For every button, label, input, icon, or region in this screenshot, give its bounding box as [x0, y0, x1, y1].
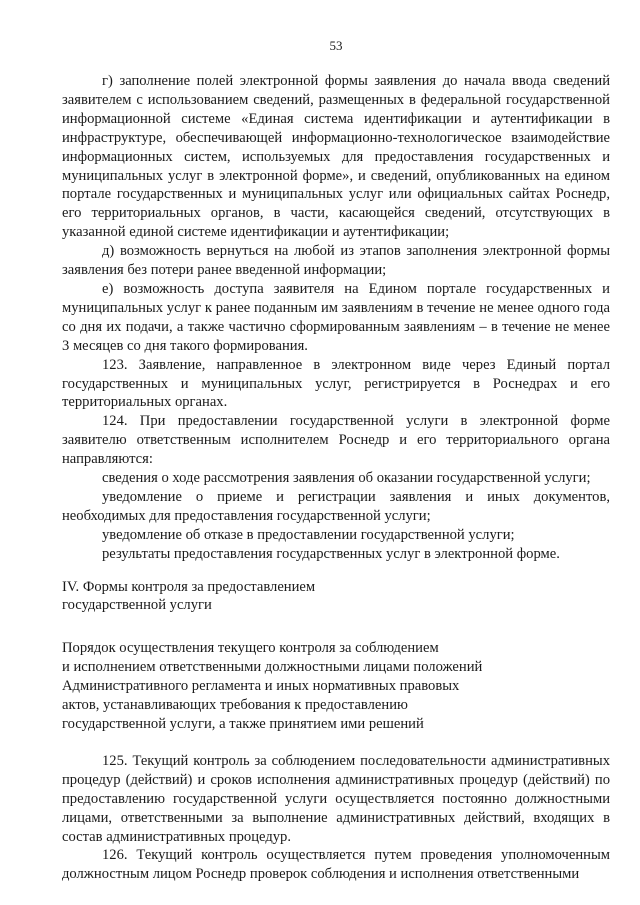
list-item-receipt-notice: уведомление о приеме и регистрации заявления и иных документов, необходимых для предоставления государственной услуги;: [62, 488, 610, 524]
paragraph-123: 123. Заявление, направленное в электронном виде через Единый портал государственных и муниципальных услуг, регистрируется в Роснедрах и его территориальных органах.: [62, 356, 610, 411]
paragraph-g: г) заполнение полей электронной формы заявления до начала ввода сведений заявителем с использованием сведений, размещенных в федеральной государственной информационной системе «Единая система идентификации и аутентификации в инфраструктуре, обеспечивающей информационно-технологическое взаимодействие информационных систем, используемых для предоставления государственных и муниципальных услуг в электронной форме», и сведений, опубликованных на едином портале государственных и муниципальных услуг или официальных сайтах Роснедр, его территориальных органов, в части, касающейся сведений, отсутствующих в указанной единой системе идентификации и аутентификации;: [62, 73, 610, 241]
subsection-title-line: Порядок осуществления текущего контроля за соблюдением: [62, 640, 439, 657]
subsection-title-line: и исполнением ответственными должностными лицами положений: [62, 659, 483, 676]
page-number: 53: [329, 38, 343, 53]
section-title-line: IV. Формы контроля за предоставлением: [62, 578, 316, 595]
paragraph-d: д) возможность вернуться на любой из этапов заполнения электронной формы заявления без потери ранее введенной информации;: [62, 243, 610, 279]
subsection-title-line: Административного регламента и иных нормативных правовых: [62, 678, 460, 695]
section-title-line: государственной услуги: [62, 597, 212, 614]
subsection-title-line: государственной услуги, а также принятием ими решений: [62, 716, 424, 732]
paragraph-e: е) возможность доступа заявителя на Едином портале государственных и муниципальных услуг к ранее поданным им заявлениям в течение не менее одного года со дня их подачи, а также частично сформированным заявлениям – в течение не менее 3 месяцев со дня такого формирования.: [62, 280, 610, 354]
document-body: [62, 72, 610, 884]
list-item-refusal-notice: уведомление об отказе в предоставлении государственной услуги;: [102, 526, 515, 543]
subsection-title: [62, 639, 610, 734]
list-item-status-info: сведения о ходе рассмотрения заявления об оказании государственной услуги;: [102, 470, 591, 487]
section-title: [62, 578, 610, 616]
list-item-results: результаты предоставления государственных услуг в электронной форме.: [102, 545, 560, 562]
paragraph-124: 124. При предоставлении государственной услуги в электронной форме заявителю ответственным исполнителем Роснедр и его территориального органа направляются:: [62, 413, 610, 468]
paragraph-125: 125. Текущий контроль за соблюдением последовательности административных процедур (действий) и сроков исполнения административных процедур (действий) по предоставлению государственной услуги осуществляется постоянно должностными лицами, ответственными за выполнение административных действий, входящих в состав административных процедур.: [62, 752, 610, 845]
paragraph-126: 126. Текущий контроль осуществляется путем проведения уполномоченным должностным лицом Роснедр проверок соблюдения и исполнения ответственными: [62, 847, 610, 883]
subsection-title-line: актов, устанавливающих требования к предоставлению: [62, 697, 408, 714]
